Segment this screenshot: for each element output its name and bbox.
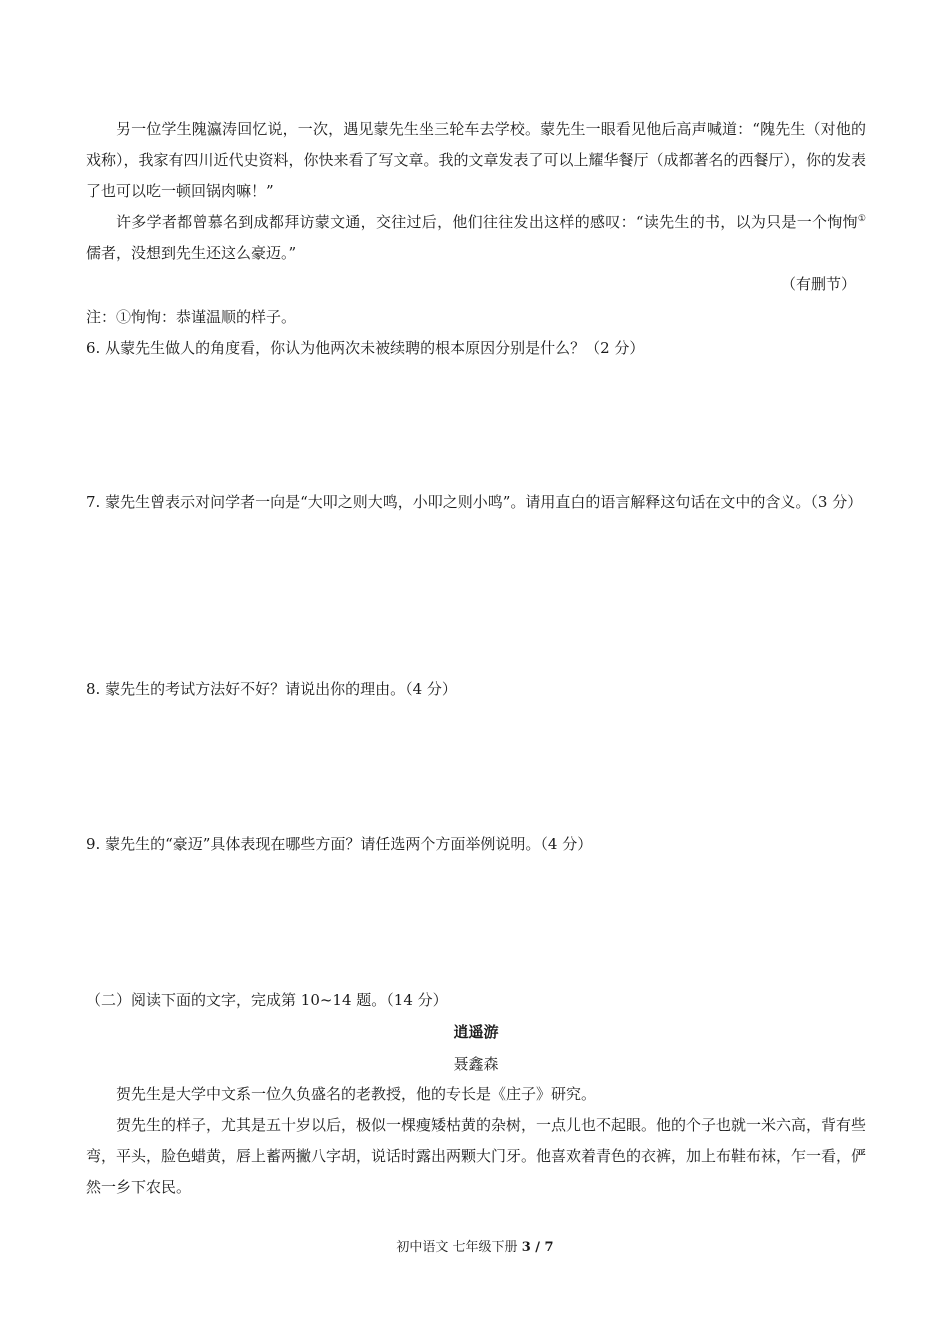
article-paragraph: 贺先生的样子，尤其是五十岁以后，极似一棵瘦矮枯黄的杂树，一点儿也不起眼。他的个子也就一米六高，背有些弯，平头，脸色蜡黄，唇上蓄两撇八字胡，说话时露出两颗大门牙。他喜欢着青色的衣裤，加上布鞋布袜，乍一看，俨然一乡下农民。 bbox=[86, 1116, 867, 1196]
footnote: 注：①恂恂：恭谨温顺的样子。 bbox=[86, 308, 297, 326]
question-9: 9. 蒙先生的“豪迈”具体表现在哪些方面？请任选两个方面举例说明。（4 分） bbox=[86, 835, 593, 853]
passage-paragraph: 另一位学生隗瀛涛回忆说，一次，遇见蒙先生坐三轮车去学校。蒙先生一眼看见他后高声喊道：“隗先生（对他的戏称），我家有四川近代史资料，你快来看了写文章。我的文章发表了可以上耀华餐厅（成都著名的西餐厅），你的发表了也可以吃一顿回锅肉嘛！” bbox=[86, 120, 867, 200]
page-number: 3 / 7 bbox=[521, 1240, 554, 1255]
footnote-marker: ① bbox=[857, 214, 866, 224]
article-title: 逍遥游 bbox=[453, 1023, 499, 1041]
question-8: 8. 蒙先生的考试方法好不好？请说出你的理由。（4 分） bbox=[86, 680, 457, 698]
footer-label: 初中语文 七年级下册 bbox=[396, 1240, 522, 1255]
question-7: 7. 蒙先生曾表示对问学者一向是“大叩之则大鸣，小叩之则小鸣”。请用直白的语言解释这句话在文中的含义。（3 分） bbox=[86, 493, 863, 511]
article-paragraph: 贺先生是大学中文系一位久负盛名的老教授，他的专长是《庄子》研究。 bbox=[116, 1085, 597, 1103]
article-author: 聂鑫森 bbox=[453, 1055, 499, 1073]
passage-paragraph: 许多学者都曾慕名到成都拜访蒙文通，交往过后，他们往往发出这样的感叹：“读先生的书，以为只是一个恂恂①儒者，没想到先生还这么豪迈。” bbox=[86, 213, 866, 262]
page-footer bbox=[0, 1236, 950, 1255]
abridged-note: （有删节） bbox=[780, 275, 856, 293]
section-heading: （二）阅读下面的文字，完成第 10~14 题。（14 分） bbox=[86, 991, 448, 1009]
question-6: 6. 从蒙先生做人的角度看，你认为他两次未被续聘的根本原因分别是什么？（2 分） bbox=[86, 339, 645, 357]
